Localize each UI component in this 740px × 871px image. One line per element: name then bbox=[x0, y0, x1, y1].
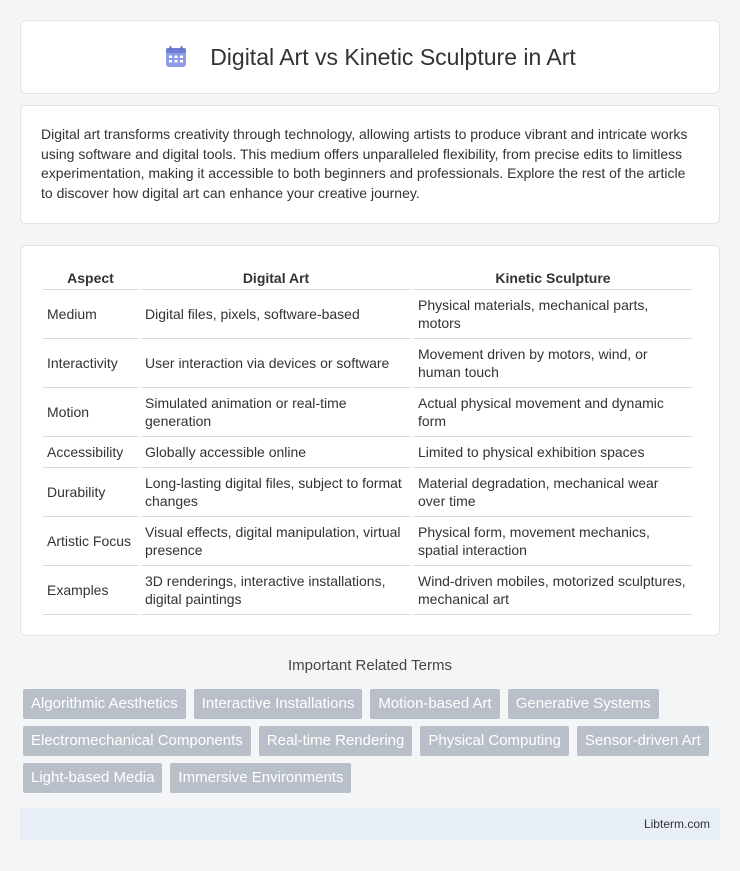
cell-kinetic-sculpture: Actual physical movement and dynamic form bbox=[414, 388, 692, 437]
related-term-tag[interactable]: Motion-based Art bbox=[370, 689, 499, 719]
related-term-tag[interactable]: Generative Systems bbox=[508, 689, 659, 719]
related-term-tag[interactable]: Electromechanical Components bbox=[23, 726, 251, 756]
cell-digital-art: Visual effects, digital manipulation, virtual presence bbox=[141, 517, 411, 566]
header-kinetic-sculpture: Kinetic Sculpture bbox=[414, 265, 692, 290]
table-row bbox=[43, 339, 692, 388]
comparison-table-card bbox=[20, 245, 720, 636]
cell-kinetic-sculpture: Material degradation, mechanical wear over time bbox=[414, 468, 692, 517]
cell-kinetic-sculpture: Wind-driven mobiles, motorized sculptures, mechanical art bbox=[414, 566, 692, 615]
cell-aspect: Examples bbox=[43, 566, 138, 615]
cell-kinetic-sculpture: Physical materials, mechanical parts, motors bbox=[414, 290, 692, 339]
related-term-tag[interactable]: Immersive Environments bbox=[170, 763, 351, 793]
cell-aspect: Medium bbox=[43, 290, 138, 339]
intro-text: Digital art transforms creativity through technology, allowing artists to produce vibrant and intricate works using software and digital tools. This medium offers unparalleled flexibility, from precise edits to limitless experimentation, making it accessible to both beginners and professionals. Explore the rest of the article to discover how digital art can enhance your creative journey. bbox=[41, 126, 688, 201]
related-term-tag[interactable]: Sensor-driven Art bbox=[577, 726, 709, 756]
page-title: Digital Art vs Kinetic Sculpture in Art bbox=[210, 43, 576, 70]
cell-digital-art: 3D renderings, interactive installations, digital paintings bbox=[141, 566, 411, 615]
related-terms-tags bbox=[23, 689, 723, 793]
table-row bbox=[43, 437, 692, 468]
cell-kinetic-sculpture: Physical form, movement mechanics, spatial interaction bbox=[414, 517, 692, 566]
related-term-tag[interactable]: Algorithmic Aesthetics bbox=[23, 689, 186, 719]
cell-kinetic-sculpture: Movement driven by motors, wind, or human touch bbox=[414, 339, 692, 388]
table-row bbox=[43, 290, 692, 339]
cell-digital-art: Digital files, pixels, software-based bbox=[141, 290, 411, 339]
cell-digital-art: Simulated animation or real-time generation bbox=[141, 388, 411, 437]
cell-aspect: Accessibility bbox=[43, 437, 138, 468]
table-row bbox=[43, 517, 692, 566]
related-term-tag[interactable]: Interactive Installations bbox=[194, 689, 363, 719]
calendar-grid-icon bbox=[164, 45, 188, 69]
cell-digital-art: User interaction via devices or software bbox=[141, 339, 411, 388]
related-term-tag[interactable]: Light-based Media bbox=[23, 763, 162, 793]
table-header-row bbox=[43, 265, 692, 290]
header-digital-art: Digital Art bbox=[141, 265, 411, 290]
title-card bbox=[20, 20, 720, 94]
footer bbox=[20, 808, 720, 840]
cell-digital-art: Long-lasting digital files, subject to format changes bbox=[141, 468, 411, 517]
header-aspect: Aspect bbox=[43, 265, 138, 290]
cell-aspect: Artistic Focus bbox=[43, 517, 138, 566]
intro-card bbox=[20, 105, 720, 224]
cell-kinetic-sculpture: Limited to physical exhibition spaces bbox=[414, 437, 692, 468]
cell-aspect: Durability bbox=[43, 468, 138, 517]
related-term-tag[interactable]: Real-time Rendering bbox=[259, 726, 413, 756]
table-row bbox=[43, 566, 692, 615]
cell-digital-art: Globally accessible online bbox=[141, 437, 411, 468]
cell-aspect: Interactivity bbox=[43, 339, 138, 388]
table-row bbox=[43, 468, 692, 517]
related-term-tag[interactable]: Physical Computing bbox=[420, 726, 569, 756]
comparison-table bbox=[40, 265, 695, 615]
footer-brand-link[interactable]: Libterm.com bbox=[643, 817, 710, 831]
related-terms-title: Important Related Terms bbox=[288, 657, 452, 674]
table-row bbox=[43, 388, 692, 437]
cell-aspect: Motion bbox=[43, 388, 138, 437]
